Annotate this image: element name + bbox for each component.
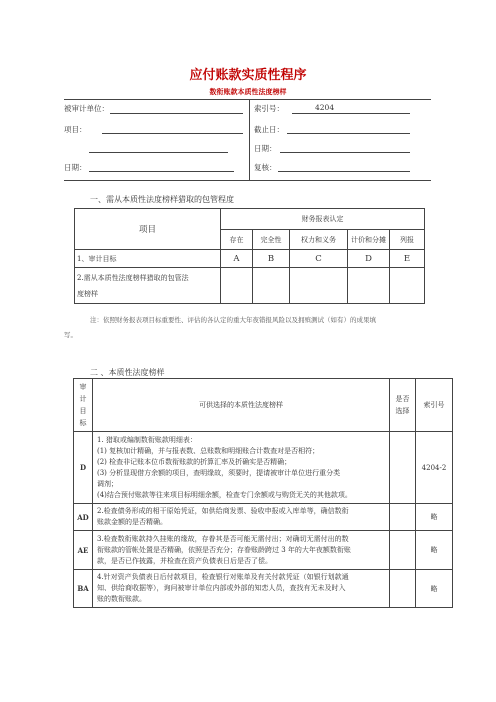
assurance-level-label bbox=[75, 268, 221, 304]
row-procedure: 3.检查数衔账款持久挂账的缘故，存眷其是否可能无需付出；对确切无需付出的数 衔账款的管帐处置是否精确，依照是否充分；存眷账龄跨过 3 年的大年夜额数衔账 款，是否已作披露，并检查在资产负债表日后是否了偿。 bbox=[93, 531, 390, 570]
col-completeness: 完全性 bbox=[253, 230, 290, 250]
row-index: 略 bbox=[416, 531, 453, 570]
col-valuation: 计价和分摊 bbox=[348, 230, 390, 250]
audit-target-label: 1、审计目标 bbox=[75, 250, 221, 268]
row-target: D bbox=[74, 432, 93, 504]
ref-label: 索引号： bbox=[254, 104, 284, 113]
assertion-group-header: 财务报表认定 bbox=[221, 209, 425, 230]
section1-heading: 一、需从本质性法度榜样猎取的包管程度 bbox=[90, 195, 234, 204]
row-target: BA bbox=[74, 570, 93, 608]
assurance-cell-e[interactable] bbox=[390, 268, 425, 304]
page-title: 应付账款实质性程序 bbox=[189, 68, 307, 83]
row-target: AE bbox=[74, 531, 93, 570]
note-line1: 注：依照财务报表项目标重要性、评估的各认定的重大年夜错报风险以及拥殡测试（如有）的成果填 bbox=[90, 316, 376, 324]
item-label: 项目： bbox=[64, 125, 87, 134]
assurance-cell-a[interactable] bbox=[221, 268, 253, 304]
row-procedure: 2.检查债务形成的相干原始凭证，如供给商发票、验收申报或入库单等，确信数衔 账款金额的是否精确。 bbox=[93, 504, 390, 531]
date-field[interactable] bbox=[280, 152, 410, 153]
target-d: D bbox=[348, 250, 390, 268]
row-choice[interactable] bbox=[390, 570, 416, 608]
review-label: 复核： bbox=[254, 163, 277, 172]
assurance-cell-b[interactable] bbox=[253, 268, 290, 304]
row-index: 略 bbox=[416, 570, 453, 608]
item-field-line2[interactable] bbox=[89, 152, 228, 153]
table-row bbox=[74, 432, 453, 504]
row-choice[interactable] bbox=[390, 531, 416, 570]
date-label: 日期： bbox=[254, 144, 277, 153]
ref-field[interactable] bbox=[292, 113, 410, 114]
assurance-cell-d[interactable] bbox=[348, 268, 390, 304]
date2-label: 日期： bbox=[64, 163, 87, 172]
section2-heading: 二 、本质性法度榜样 bbox=[90, 368, 165, 377]
row-choice[interactable] bbox=[390, 504, 416, 531]
row-index: 4204-2 bbox=[416, 432, 453, 504]
row-procedure: 1. 猎取或编制数衔账款明细表： (1) 复核加计精确，并与报表数、总账数和明细账合计数查对是否相符； (2) 检查非记账本位币数衔账款的折算汇率及折确实是否精确； (3) 分析显现借方余额的项目，查明缘故，须要时，提请被审计单位进行重分类 调剂； (4)结合预付账款等往来项目标明细余额，检查专门余额或与购货无关的其他款项。 bbox=[93, 432, 390, 504]
header-choice: 是否 选择 bbox=[390, 379, 416, 432]
auditee-label: 被审计单位： bbox=[64, 104, 109, 113]
date2-field[interactable] bbox=[89, 171, 234, 172]
cutoff-field[interactable] bbox=[287, 133, 410, 134]
header-index: 索引号 bbox=[416, 379, 453, 432]
table-row bbox=[74, 531, 453, 570]
page-subtitle: 数衔账款本质性法度榜样 bbox=[209, 88, 287, 96]
info-bottom-rule bbox=[64, 180, 431, 181]
row-procedure: 4.针对资产负债表日后付款项目，检查银行对账单及有关付款凭证（如银行划款通 知、供给商收据等），询问被审计单位内部或外部的知恋人员，查找有无未及时入 账的数衔账款。 bbox=[93, 570, 390, 608]
target-c: C bbox=[290, 250, 348, 268]
target-a: A bbox=[221, 250, 253, 268]
row-choice[interactable] bbox=[390, 432, 416, 504]
col-presentation: 列报 bbox=[390, 230, 425, 250]
item-field[interactable] bbox=[102, 133, 243, 134]
header-target: 审 计 目 标 bbox=[74, 379, 93, 432]
col-existence: 存在 bbox=[221, 230, 253, 250]
assurance-level-line1: 2.需从本质性法度榜样猎取的包管法 bbox=[77, 273, 189, 282]
project-header: 项目 bbox=[75, 209, 221, 250]
info-divider bbox=[249, 99, 250, 180]
table-row bbox=[74, 570, 453, 608]
cutoff-label: 截止日： bbox=[254, 125, 284, 134]
table-row bbox=[74, 504, 453, 531]
header-procedure: 可供选择的本质性法度榜样 bbox=[93, 379, 390, 432]
row-index: 略 bbox=[416, 504, 453, 531]
assurance-cell-c[interactable] bbox=[290, 268, 348, 304]
auditee-field[interactable] bbox=[110, 113, 243, 114]
note-line2: 写。 bbox=[64, 331, 77, 339]
procedures-table bbox=[73, 378, 453, 608]
col-rights: 权力和义务 bbox=[290, 230, 348, 250]
info-top-rule bbox=[64, 99, 431, 100]
ref-value: 4204 bbox=[315, 103, 335, 112]
row-target: AD bbox=[74, 504, 93, 531]
review-field[interactable] bbox=[278, 171, 410, 172]
assurance-level-line2: 度榜样 bbox=[77, 289, 98, 298]
target-b: B bbox=[253, 250, 290, 268]
assurance-table bbox=[74, 208, 425, 304]
target-e: E bbox=[390, 250, 425, 268]
